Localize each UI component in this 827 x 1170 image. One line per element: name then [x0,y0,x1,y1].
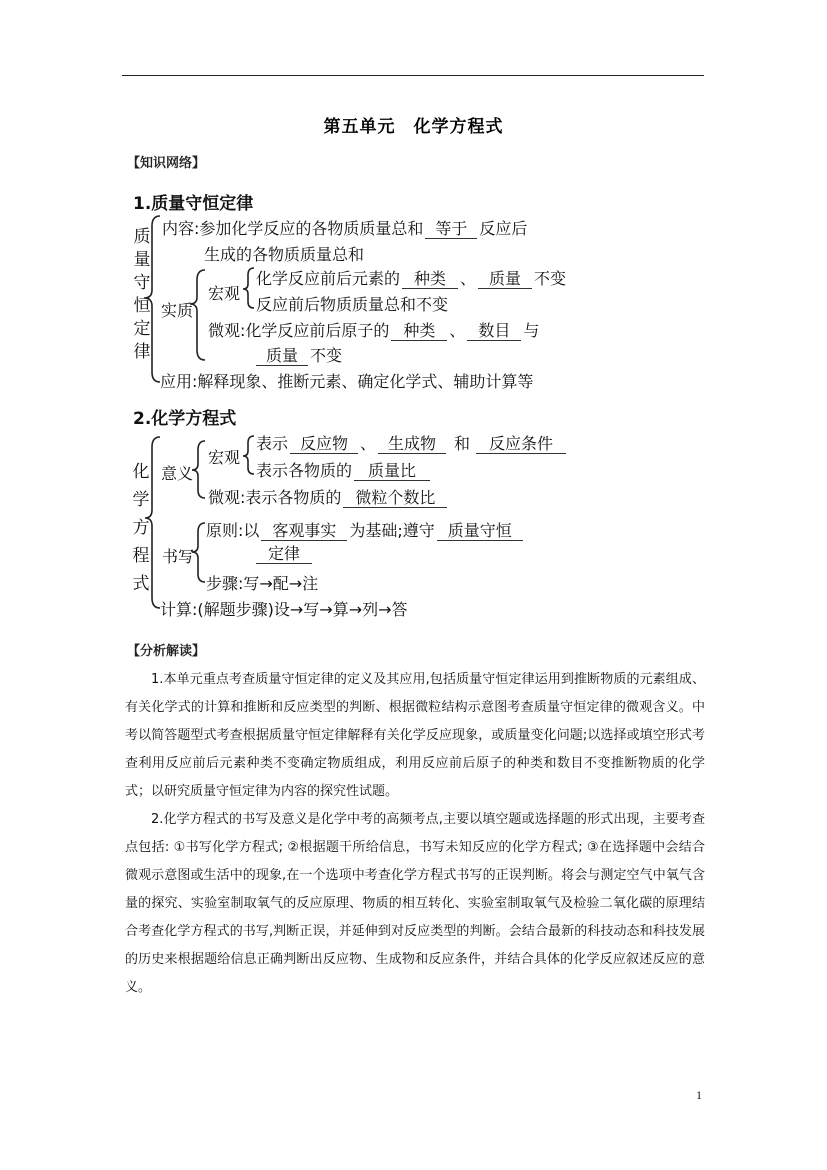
blank-reactants: 反应物 [290,434,358,454]
blank-products: 生成物 [378,434,446,454]
blank-conditions: 反应条件 [476,434,566,454]
macro-blank-kinds: 种类 [402,269,458,289]
micro-text-b: 与 [523,321,540,340]
calc-line: 计算:(解题步骤)设→写→算→列→答 [160,600,408,619]
analysis-paragraph-2: 2.化学方程式的书写及意义是化学中考的高频考点,主要以填空题或选择题的形式出现，主要考查点包括: ①书写化学方程式; ②根据题干所给信息，书写未知反应的化学方程式; ③在选择题中会结合微观示意图或生活中的现象,在一个选项中考查化学方程式书写的正误判断。将会与测定空气中氧气含量的探究、实验室制取氧气的反应原理、物质的相互转化、实验室制取氧气及检验二氧化碳的原理结合考查化学方程式的书写,判断正误，并延伸到对反应类型的判断。会结合最新的科技动态和科技发展的历史来根据题给信息正确判断出反应物、生成物和反应条件，并结合具体的化学反应叙述反应的意义。 [125,812,705,995]
macro-text-a: 化学反应前后元素的 [256,269,401,288]
content-line-2: 生成的各物质质量总和 [204,245,365,264]
micro-blank-kinds: 种类 [391,321,447,341]
page-title: 第五单元 化学方程式 [323,117,504,137]
mass-law-root-label: 质量守恒定律 [133,227,151,362]
application-line: 应用:解释现象、推断元素、确定化学式、辅助计算等 [160,372,534,391]
mass-law-heading: 1.质量守恒定律 [133,194,254,214]
essence-label: 实质 [161,301,194,320]
micro-blank-number: 数目 [467,321,521,341]
content-text-b: 反应后 [479,219,528,238]
equation-root-label: 化学方程式 [132,462,150,594]
blank-law: 定律 [256,544,312,564]
blank-mass-ratio: 质量比 [354,461,430,481]
blank-conservation: 质量守恒 [437,521,523,541]
micro-text-a: 微观:化学反应前后原子的 [208,321,390,340]
eq-micro-text: 微观:表示各物质的 [208,488,342,507]
eq-macro-text-a: 表示 [256,434,289,453]
eq-macro-and: 和 [454,434,471,453]
principle-text-a: 原则:以 [206,521,260,540]
micro-text-c: 不变 [310,346,343,365]
eq-macro-label: 宏观 [208,448,241,467]
blank-objective-facts: 客观事实 [261,521,347,541]
blank-particle-ratio: 微粒个数比 [343,488,447,508]
micro-blank-mass: 质量 [256,346,308,366]
analysis-text [125,666,705,1002]
eq-macro-sep: 、 [360,434,377,453]
micro-sep: 、 [449,321,466,340]
macro-text-b: 不变 [534,269,567,288]
meaning-label: 意义 [161,464,194,483]
principle-text-b: 为基础;遵守 [349,521,435,540]
macro-line-2: 反应前后物质质量总和不变 [256,295,449,314]
content-blank: 等于 [425,219,477,239]
writing-label: 书写 [162,547,195,566]
macro-sep: 、 [460,269,477,288]
analysis-paragraph-1: 1.本单元重点考查质量守恒定律的定义及其应用,包括质量守恒定律运用到推断物质的元素组成、有关化学式的计算和推断和反应类型的判断、根据微粒结构示意图考查质量守恒定律的微观含义。中考以简答题型式考查根据质量守恒定律解释有关化学反应现象，或质量变化问题;以选择或填空形式考查利用反应前后元素种类不变确定物质组成，利用反应前后原子的种类和数目不变推断物质的化学式；以研究质量守恒定律为内容的探究性试题。 [125,672,705,799]
page-number: 1 [696,1088,702,1102]
content-text-a: 内容:参加化学反应的各物质质量总和 [162,219,424,238]
eq-macro-text-2: 表示各物质的 [256,461,353,480]
equation-heading: 2.化学方程式 [133,409,237,429]
section-analysis-label: 【分析解读】 [127,644,206,659]
macro-blank-mass: 质量 [478,269,532,289]
macro-label: 宏观 [208,284,241,303]
steps-line: 步骤:写→配→注 [206,574,319,593]
section-network-label: 【知识网络】 [127,156,206,171]
